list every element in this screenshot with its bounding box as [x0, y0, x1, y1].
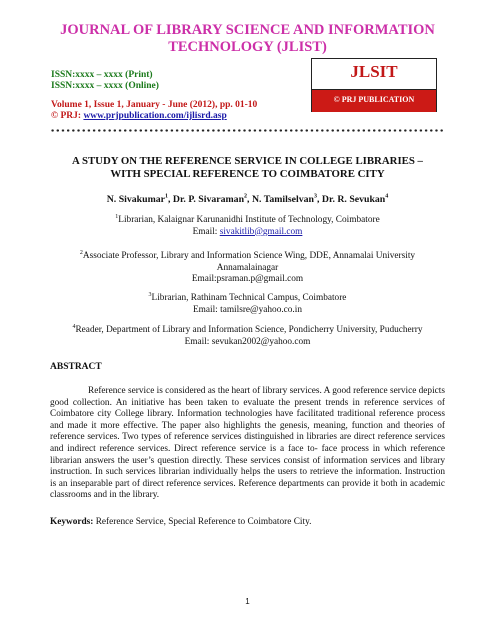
affiliation-text: Librarian, Rathinam Technical Campus, Coimbatore	[151, 293, 347, 303]
journal-title-line2: TECHNOLOGY (JLIST)	[168, 39, 327, 55]
affiliation-sup: 1	[115, 213, 119, 220]
issn-online: ISSN:xxxx – xxxx (Online)	[51, 81, 159, 91]
email-prefix: Email:	[184, 336, 212, 347]
journal-logo-title: JLSIT	[350, 62, 398, 81]
email-prefix: Email:	[192, 226, 220, 237]
affiliation-sup: 2	[79, 249, 83, 256]
affiliation-sup: 4	[72, 323, 76, 330]
keywords-line	[50, 517, 445, 529]
affiliation-text-line2: Annamalainagar	[216, 262, 279, 273]
journal-title	[0, 22, 495, 56]
author-sup: 3	[314, 193, 318, 200]
author-list: N. Sivakumar$^1$, Dr. P. Sivaraman$^2$, N. Tamilselvan$^3$, Dr. R. Sevukan$^4$	[106, 193, 389, 205]
author-name: Dr. P. Sivaraman	[172, 194, 245, 205]
email-prefix: Email:	[191, 274, 217, 284]
journal-logo-publisher: © PRJ PUBLICATION	[333, 95, 415, 104]
author-sup: 2	[244, 193, 248, 200]
affiliation-1	[20, 215, 475, 238]
email-prefix: Email:	[192, 304, 221, 315]
paper-title-line1: A STUDY ON THE REFERENCE SERVICE IN COLLEGE LIBRARIES –	[72, 155, 423, 167]
author-name: Dr. R. Sevukan	[321, 194, 386, 205]
keywords-label: Keywords:	[50, 517, 94, 527]
email-text: sevukan2002@yahoo.com	[211, 336, 311, 347]
abstract-text: Reference service is considered as the heart of library services. A good reference service depicts good collection. An initiative has been taken to evaluate the present trends in reference services of Coimbatore city College library. Information technologies have facilitated traditional reference process and made it more effective. The paper also highlights the genesis, meaning, function and theories of reference services. Two types of reference services distinguished in libraries are direct reference services and indirect reference services. Direct reference service is a face to- face process in which reference librarian answers the user’s question directly. These services consist of information services and library instruction. In such services librarian individually helps the users to retrieve the information. Instruction is an inseparable part of direct reference services. Reference departments can provide it both in academic classrooms and in the library.	[50, 386, 445, 501]
journal-title-line1: JOURNAL OF LIBRARY SCIENCE AND INFORMATION	[60, 22, 435, 38]
prj-prefix: © PRJ:	[51, 111, 84, 121]
affiliation-text: Librarian, Kalaignar Karunanidhi Institute of Technology, Coimbatore	[118, 215, 380, 225]
email-link[interactable]: sivakitlib@gmail.com	[219, 226, 303, 237]
abstract-body	[50, 386, 445, 502]
affiliation-3	[20, 293, 475, 316]
paper-title	[40, 155, 455, 181]
email-text: psraman.p@gmail.com	[216, 274, 304, 284]
page-number: 1	[245, 597, 250, 606]
dotted-divider	[50, 129, 445, 132]
affiliation-text: Reader, Department of Library and Information Science, Pondicherry University, Puducherry	[75, 325, 423, 335]
affiliation-2	[20, 251, 475, 286]
prj-url-link[interactable]: www.prjpublication.com/ijlisrd.asp	[83, 111, 227, 121]
email-text: tamilsre@yahoo.co.in	[220, 304, 302, 315]
volume-info: Volume 1, Issue 1, January - June (2012), pp. 01-10	[51, 100, 258, 110]
issn-print: ISSN:xxxx – xxxx (Print)	[51, 70, 153, 80]
paper-title-line2: WITH SPECIAL REFERENCE TO COIMBATORE CITY	[110, 168, 385, 180]
author-sup: 1	[164, 193, 168, 200]
affiliation-sup: 3	[148, 291, 152, 298]
affiliation-text: Associate Professor, Library and Information Science Wing, DDE, Annamalai University	[82, 251, 416, 261]
keywords-text: Reference Service, Special Reference to Coimbatore City.	[93, 517, 312, 527]
abstract-heading: ABSTRACT	[50, 362, 102, 372]
journal-logo-box	[311, 58, 437, 112]
affiliation-4	[20, 325, 475, 348]
author-name: N. Sivakumar	[106, 194, 165, 205]
author-name: N. Tamilselvan	[251, 194, 315, 205]
author-sup: 4	[385, 193, 389, 200]
prj-line	[51, 111, 227, 122]
